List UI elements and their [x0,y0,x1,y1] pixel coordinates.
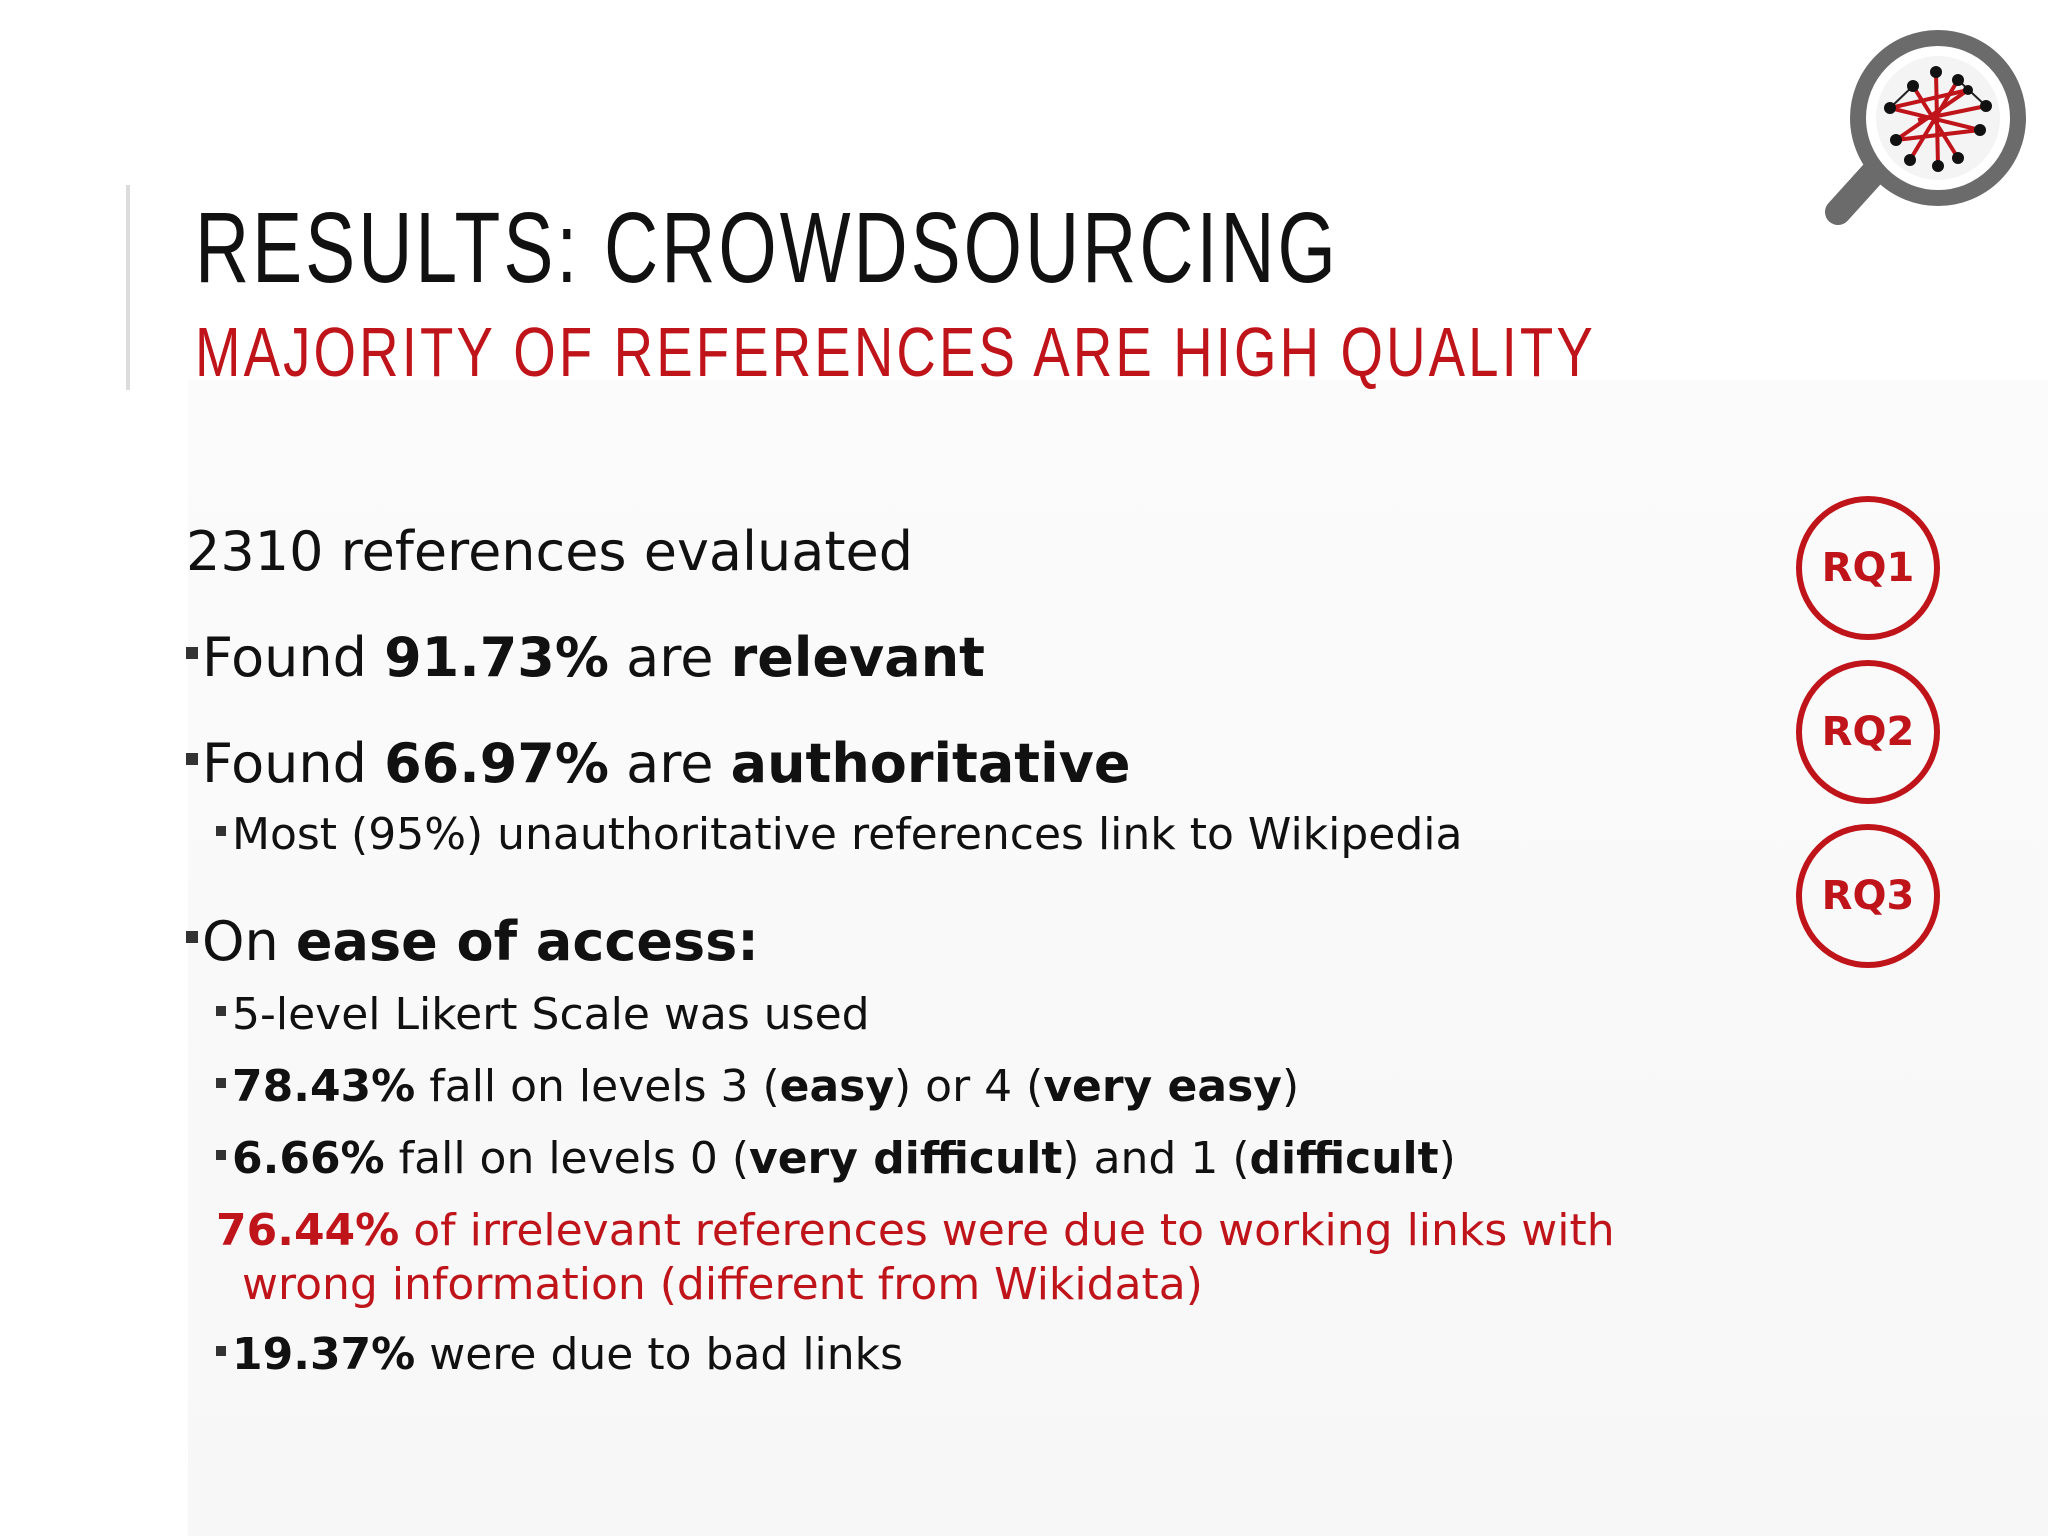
list-subitem-difficult [216,1132,1456,1186]
magnifying-glass-network-icon [1818,20,2038,230]
rq3-badge: RQ3 [1796,824,1940,968]
list-item-authoritative [186,732,1130,796]
list-subitem-irrelevant [216,1204,1615,1312]
relevant-percentage: 91.73% [384,626,609,689]
slide-subtitle: MAJORITY OF REFERENCES ARE HIGH QUALITY [195,313,1596,391]
relevant-term: relevant [730,626,985,689]
authoritative-term: authoritative [730,732,1131,795]
text-segment: easy [779,1061,895,1112]
text-segment: ) and 1 ( [1062,1133,1250,1184]
text-segment: fall on levels 0 ( [384,1133,750,1184]
bullet-icon [186,931,198,943]
text-segment: On [202,910,296,973]
list-item-relevant [186,626,985,690]
bad-links-percentage: 19.37% [232,1329,416,1380]
bullet-icon [216,1078,226,1088]
bullet-icon [216,1150,226,1160]
easy-percentage: 78.43% [232,1061,416,1112]
bullet-icon [186,647,198,659]
bullet-icon [216,1006,226,1016]
text-segment: difficult [1249,1133,1439,1184]
text-segment: very difficult [749,1133,1063,1184]
list-subitem-wikipedia [216,808,1463,862]
bullet-icon [216,1346,226,1356]
intro-text: 2310 references evaluated [186,520,913,583]
text-segment: are [609,626,731,689]
slide-title: RESULTS: CROWDSOURCING [195,192,1339,304]
title-accent-line [126,185,130,390]
bullet-icon [186,753,198,765]
text-segment: : [737,910,759,973]
irrelevant-line-2: wrong information (different from Wikidata) [242,1259,1203,1310]
references-evaluated [186,520,913,584]
text-segment: Found [202,732,385,795]
rq1-badge: RQ1 [1796,496,1940,640]
list-subitem-easy [216,1060,1299,1114]
bullet-icon [216,826,226,836]
text-segment: fall on levels 3 ( [415,1061,780,1112]
difficult-percentage: 6.66% [232,1133,385,1184]
text-segment: are [609,732,731,795]
list-subitem-bad-links [216,1328,903,1382]
ease-of-access-term: ease of access [295,910,738,973]
irrelevant-line-1 [216,1204,1615,1258]
subitem-text: 5-level Likert Scale was used [232,989,870,1040]
text-segment: were due to bad links [415,1329,904,1380]
rq2-badge: RQ2 [1796,660,1940,804]
text-segment: Found [202,626,385,689]
irrelevant-percentage: 76.44% [216,1205,400,1256]
authoritative-percentage: 66.97% [384,732,609,795]
text-segment: ) [1438,1133,1456,1184]
subitem-text: Most (95%) unauthoritative references link to Wikipedia [232,809,1463,860]
text-segment: very easy [1043,1061,1282,1112]
text-segment: ) [1281,1061,1300,1112]
text-segment: of irrelevant references were due to working links with [399,1205,1615,1256]
text-segment: ) or 4 ( [894,1061,1044,1112]
list-subitem-likert [216,988,870,1042]
list-item-ease-of-access [186,910,759,974]
